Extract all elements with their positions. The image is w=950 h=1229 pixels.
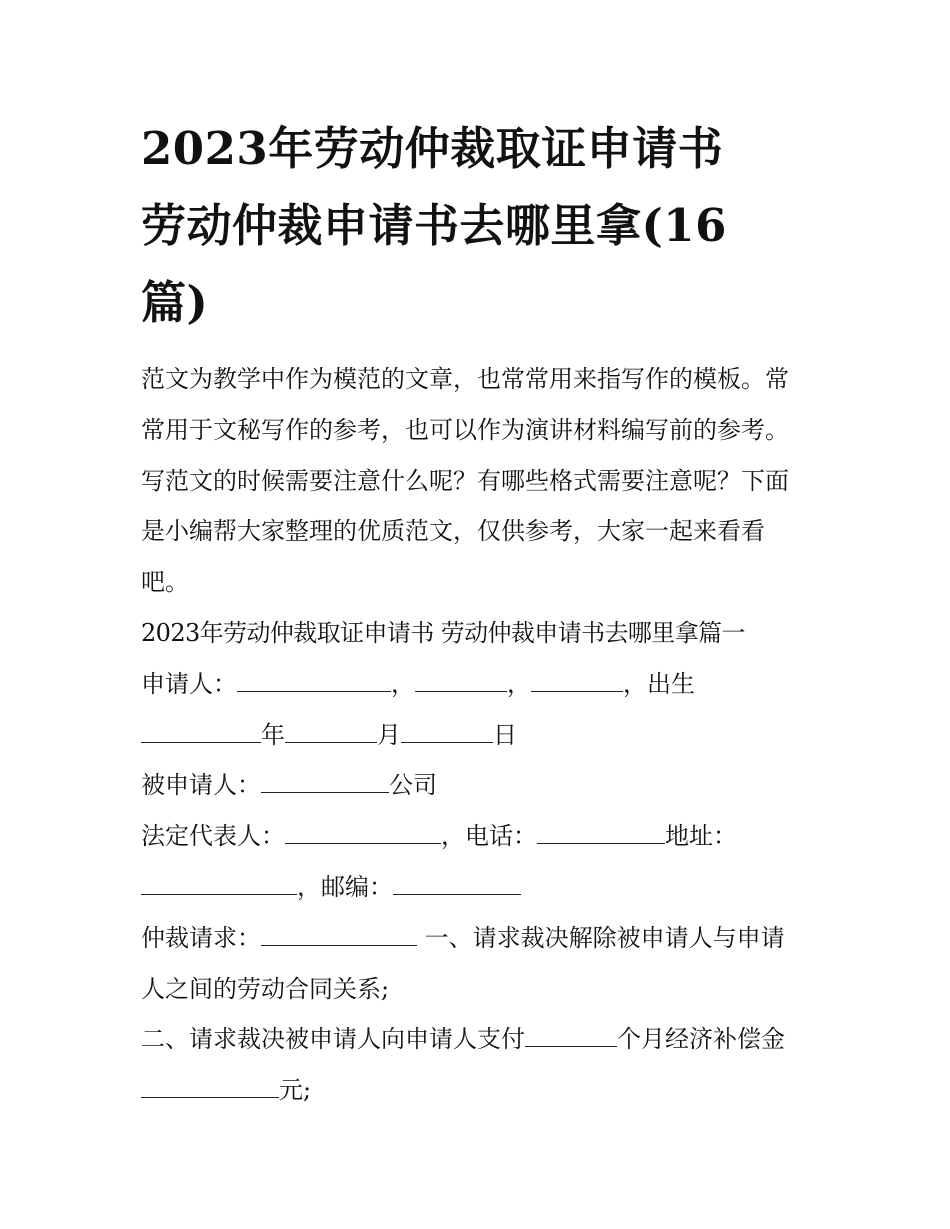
legal-rep-label: 法定代表人： — [141, 822, 285, 851]
address-label: 地址： — [665, 822, 737, 851]
document-body — [141, 354, 821, 1116]
day-label: 日 — [493, 720, 517, 749]
applicant-label: 申请人： — [141, 669, 237, 698]
phone-blank — [537, 821, 665, 844]
address-blank — [141, 872, 297, 895]
document-title — [141, 110, 821, 341]
compensation-line — [141, 1065, 821, 1116]
birth-label: ，出生 — [623, 669, 695, 698]
birth-year-blank — [141, 720, 261, 743]
intro-line-4: 是小编帮大家整理的优质范文，仅供参考，大家一起来看看 — [141, 517, 765, 546]
yuan-label: 元; — [279, 1076, 312, 1105]
claim1-part2: 人之间的劳动合同关系; — [141, 974, 390, 1003]
phone-label: ，电话： — [441, 822, 537, 851]
legal-rep-blank — [285, 821, 441, 844]
birth-month-blank — [285, 720, 377, 743]
applicant-name-blank — [237, 669, 391, 692]
comma-2: ， — [507, 669, 531, 698]
intro-line-3: 写范文的时候需要注意什么呢？有哪些格式需要注意呢？下面 — [141, 466, 789, 495]
comma-1: ， — [391, 669, 415, 698]
postcode-blank — [393, 872, 521, 895]
claim2-part2: 个月经济补偿金 — [617, 1025, 785, 1054]
compensation-amount-blank — [141, 1075, 279, 1098]
respondent-line — [141, 760, 821, 811]
respondent-label: 被申请人： — [141, 771, 261, 800]
months-blank — [525, 1024, 617, 1047]
intro-line-5: 吧。 — [141, 568, 189, 597]
applicant-gender-blank — [415, 669, 507, 692]
birth-day-blank — [401, 720, 493, 743]
claims-label: 仲裁请求： — [141, 923, 261, 952]
birth-date-line — [141, 710, 821, 761]
title-line-3: 篇) — [141, 276, 209, 329]
title-line-1: 2023年劳动仲裁取证申请书 — [141, 122, 724, 175]
claim1-part1: 一、请求裁决解除被申请人与申请 — [417, 923, 785, 952]
intro-line-1: 范文为教学中作为模范的文章，也常常用来指写作的模板。常 — [141, 365, 789, 393]
legal-rep-line — [141, 811, 821, 862]
applicant-ethnicity-blank — [531, 669, 623, 692]
claims-blank — [261, 923, 417, 946]
applicant-line — [141, 659, 821, 710]
claim2-part1: 二、请求裁决被申请人向申请人支付 — [141, 1025, 525, 1054]
claim2-line — [141, 1014, 821, 1065]
month-label: 月 — [377, 720, 401, 749]
claims-line — [141, 913, 821, 964]
postcode-label: ，邮编： — [297, 872, 393, 901]
intro-line-2: 常用于文秘写作的参考，也可以作为演讲材料编写前的参考。 — [141, 415, 789, 444]
year-label: 年 — [261, 720, 285, 749]
section-heading: 2023年劳动仲裁取证申请书 劳动仲裁申请书去哪里拿篇一 — [141, 618, 745, 647]
title-line-2: 劳动仲裁申请书去哪里拿(16 — [141, 199, 727, 252]
address-line — [141, 862, 821, 913]
respondent-company-blank — [261, 770, 389, 793]
company-label: 公司 — [389, 771, 437, 800]
